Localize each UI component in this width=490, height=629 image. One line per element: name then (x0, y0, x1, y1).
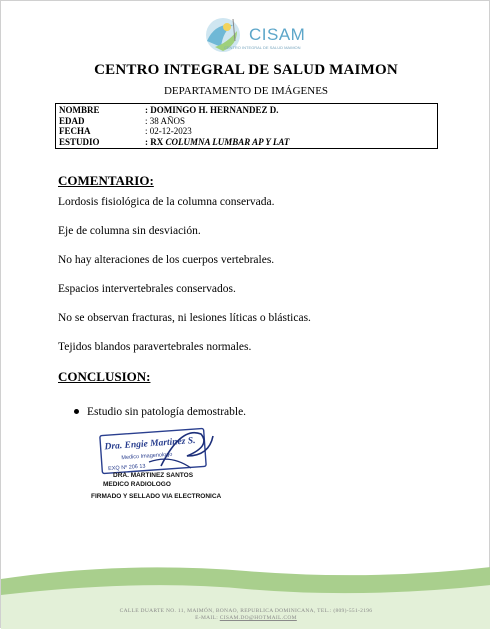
info-row-study (59, 137, 434, 148)
conclusion-heading: CONCLUSION: (58, 369, 151, 384)
footer-email[interactable]: CISAM.DO@HOTMAIL.COM (219, 615, 297, 621)
age-value: : 38 AÑOS (145, 115, 186, 126)
bullet-icon (74, 409, 79, 414)
comment-line: No se observan fracturas, ni lesiones líticas o blásticas. (58, 312, 311, 324)
logo-tagline: CENTRO INTEGRAL DE SALUD MAIMON (224, 45, 301, 50)
patient-info-box (55, 103, 438, 149)
doctor-role: MEDICO RADIOLOGO (103, 481, 171, 488)
stamp-title: Medico Imagenologo (121, 451, 173, 462)
comment-line: Eje de columna sin desviación. (58, 225, 201, 237)
stamp-exq: EXQ Nº 206 13 (107, 463, 146, 473)
footer-email-line (1, 615, 490, 621)
comment-line: No hay alteraciones de los cuerpos vertebrales. (58, 254, 275, 266)
study-value (145, 137, 289, 148)
info-row-date (59, 126, 434, 137)
footer-address: CALLE DUARTE NO. 11, MAIMÓN, BONAO, REPUBLICA DOMINICANA, TEL.: (809)-551-2196 (119, 608, 373, 614)
comment-line: Espacios intervertebrales conservados. (58, 283, 236, 295)
study-name: COLUMNA LUMBAR AP Y LAT (165, 136, 290, 147)
date-value: : 02-12-2023 (145, 126, 192, 136)
info-row-age (59, 116, 434, 127)
department-title: DEPARTAMENTO DE IMÁGENES (163, 85, 329, 97)
study-label: ESTUDIO (59, 136, 100, 147)
page-title: CENTRO INTEGRAL DE SALUD MAIMON (94, 62, 398, 78)
info-row-name (59, 105, 434, 116)
date-label: FECHA (59, 126, 91, 136)
conclusion-item: Estudio sin patología demostrable. (87, 406, 247, 418)
name-label: NOMBRE (59, 105, 100, 115)
logo-brand: CISAM (249, 25, 306, 44)
comment-heading: COMENTARIO: (58, 173, 154, 188)
age-label: EDAD (59, 115, 85, 126)
footer-email-label: E-MAIL: (195, 615, 220, 621)
doctor-stamp (91, 426, 221, 476)
comment-line: Lordosis fisiológica de la columna conservada. (58, 196, 275, 208)
doctor-name: DRA. MARTINEZ SANTOS (113, 472, 194, 479)
study-prefix: : RX (145, 136, 166, 147)
name-value: : DOMINGO H. HERNANDEZ D. (145, 105, 279, 115)
signature-note: FIRMADO Y SELLADO VIA ELECTRONICA (91, 493, 222, 500)
comment-line: Tejidos blandos paravertebrales normales. (58, 341, 252, 353)
stamp-name: Dra. Engie Martinez S. (104, 436, 196, 453)
